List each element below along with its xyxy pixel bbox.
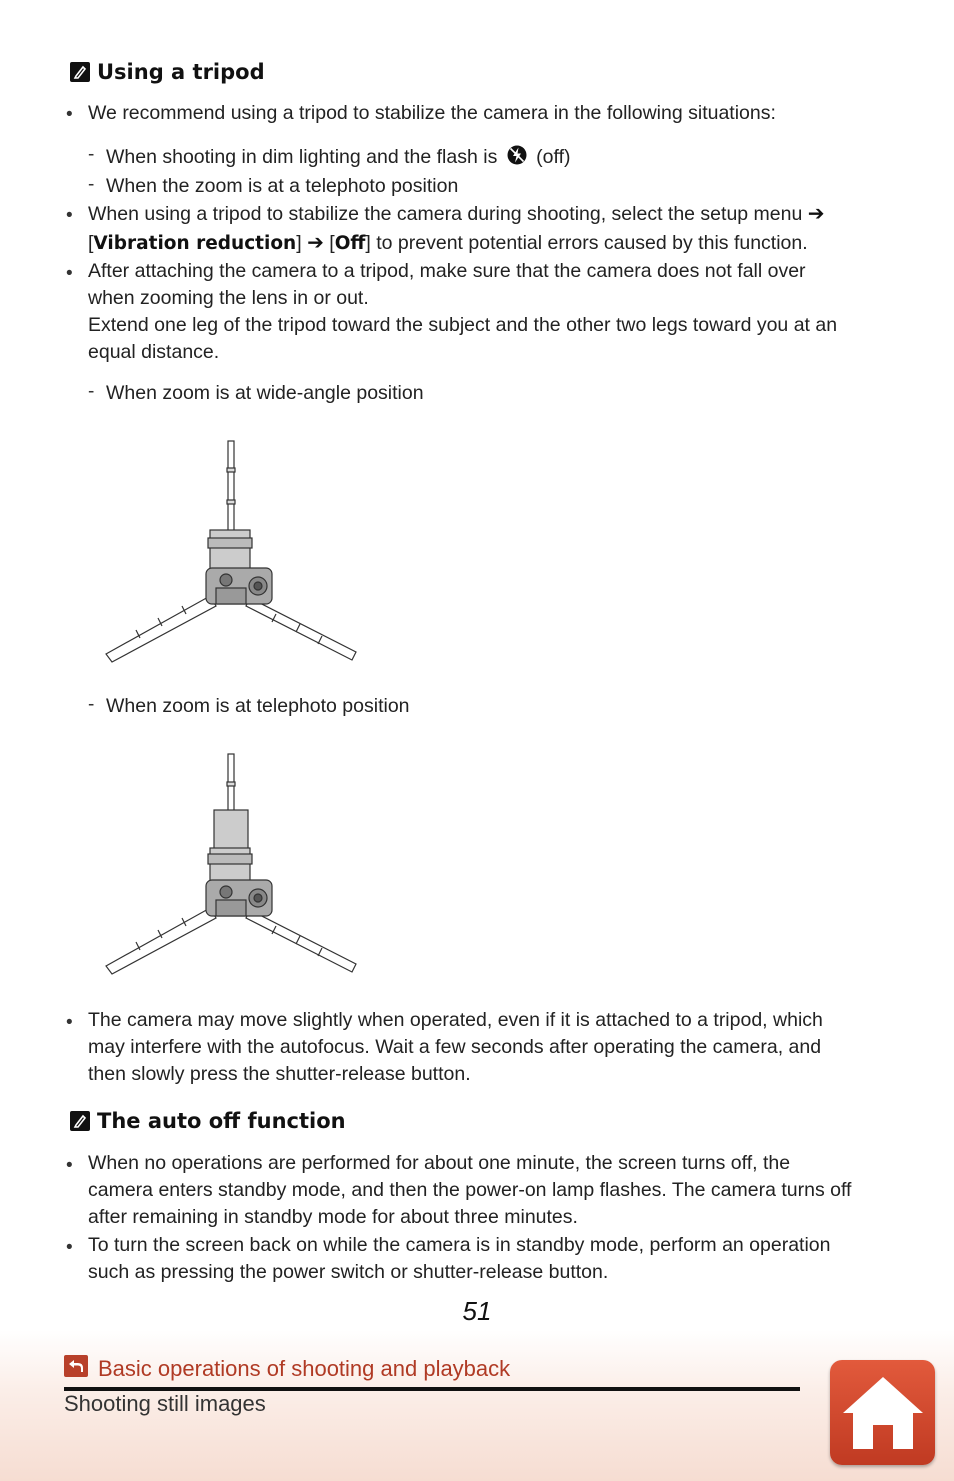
note-icon	[70, 1111, 90, 1131]
menu-term-off: Off	[334, 233, 366, 254]
bullet-marker: •	[66, 1237, 73, 1258]
dash-marker: -	[88, 144, 95, 165]
section-name: Shooting still images	[64, 1391, 266, 1416]
chapter-link[interactable]: Basic operations of shooting and playback	[98, 1356, 511, 1381]
flash-off-icon	[506, 144, 528, 166]
section-heading-auto-off	[70, 1109, 346, 1133]
bullet-text: The camera may move slightly when operated, even if it is attached to a tripod, which	[88, 1009, 823, 1031]
dash-marker: -	[88, 381, 95, 402]
section-title: The auto off function	[97, 1109, 346, 1133]
dash-text-telephoto-position: When zoom is at telephoto position	[106, 695, 410, 717]
bullet-text-cont: such as pressing the power switch or shutter-release button.	[88, 1261, 609, 1283]
arrow-icon: ➔	[307, 230, 324, 254]
section-heading-tripod	[70, 60, 265, 84]
bullet-marker: •	[66, 1012, 73, 1033]
bullet-text-cont: then slowly press the shutter-release button.	[88, 1063, 471, 1085]
menu-term-vibration-reduction: Vibration reduction	[93, 233, 297, 254]
bullet-marker: •	[66, 1155, 73, 1176]
tripod-wide-angle-illustration	[100, 438, 362, 664]
bullet-marker: •	[66, 205, 73, 226]
bullet-text-cont: when zooming the lens in or out.	[88, 287, 369, 309]
bullet-text-cont: may interfere with the autofocus. Wait a few seconds after operating the camera, and	[88, 1036, 822, 1058]
bullet-text-cont: after remaining in standby mode for about three minutes.	[88, 1206, 578, 1228]
home-button[interactable]	[830, 1360, 935, 1465]
dash-text-dim-lighting: When shooting in dim lighting and the flash is (off)	[106, 146, 571, 168]
bullet-text: To turn the screen back on while the camera is in standby mode, perform an operation	[88, 1234, 831, 1256]
bullet-text-cont: Extend one leg of the tripod toward the subject and the other two legs toward you at an	[88, 314, 838, 336]
bullet-marker: •	[66, 104, 73, 125]
dash-text-wide-angle: When zoom is at wide-angle position	[106, 382, 424, 404]
dash-text-telephoto: When the zoom is at a telephoto position	[106, 175, 459, 197]
bullet-text-cont: camera enters standby mode, and then the power-on lamp flashes. The camera turns off	[88, 1179, 852, 1201]
dash-marker: -	[88, 694, 95, 715]
home-icon	[841, 1375, 925, 1451]
tripod-telephoto-illustration	[100, 750, 362, 976]
note-icon	[70, 62, 90, 82]
page-number: 51	[462, 1296, 492, 1326]
bullet-text: When using a tripod to stabilize the camera during shooting, select the setup menu ➔	[88, 201, 825, 225]
bullet-text: After attaching the camera to a tripod, make sure that the camera does not fall over	[88, 260, 806, 282]
arrow-icon: ➔	[807, 201, 825, 225]
bullet-text: We recommend using a tripod to stabilize the camera in the following situations:	[88, 102, 776, 124]
dash-marker: -	[88, 174, 95, 195]
back-arrow-icon[interactable]	[64, 1355, 88, 1377]
bullet-text: When no operations are performed for about one minute, the screen turns off, the	[88, 1152, 791, 1174]
bullet-text-cont: equal distance.	[88, 341, 220, 363]
bullet-text-cont: [Vibration reduction] ➔ [Off] to prevent potential errors caused by this function.	[88, 230, 808, 254]
section-title: Using a tripod	[97, 60, 265, 84]
bullet-marker: •	[66, 263, 73, 284]
